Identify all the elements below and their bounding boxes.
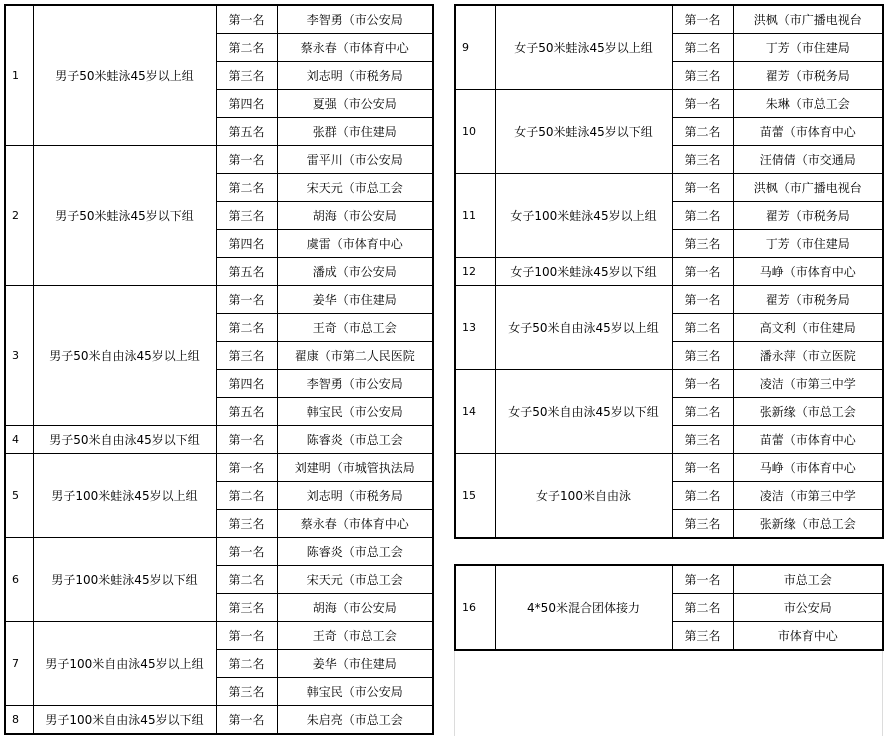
table-row: [455, 5, 883, 34]
winner-cell: 陈睿炎（市总工会: [277, 538, 433, 566]
results-table-right: [454, 4, 884, 539]
rank-cell: 第三名: [216, 342, 277, 370]
rank-cell: 第一名: [216, 146, 277, 174]
winner-cell: 刘志明（市税务局: [277, 482, 433, 510]
rank-cell: 第二名: [672, 314, 733, 342]
event-number: 13: [455, 286, 495, 370]
table-row: [455, 370, 883, 398]
rank-cell: 第一名: [672, 565, 733, 594]
winner-cell: 陈睿炎（市总工会: [277, 426, 433, 454]
winner-cell: 翟芳（市税务局: [733, 202, 883, 230]
table-row: [5, 426, 433, 454]
event-name: 4*50米混合团体接力: [495, 565, 672, 650]
winner-cell: 潘永萍（市立医院: [733, 342, 883, 370]
rank-cell: 第三名: [216, 202, 277, 230]
event-number: 14: [455, 370, 495, 454]
table-row: [5, 286, 433, 314]
event-number: 4: [5, 426, 33, 454]
table-row: [455, 565, 883, 594]
winner-cell: 刘建明（市城管执法局: [277, 454, 433, 482]
winner-cell: 宋天元（市总工会: [277, 174, 433, 202]
gridline: [882, 649, 883, 736]
event-name: 男子50米自由泳45岁以上组: [33, 286, 216, 426]
table-row: [455, 286, 883, 314]
winner-cell: 韩宝民（市公安局: [277, 678, 433, 706]
rank-cell: 第二名: [672, 398, 733, 426]
event-name: 男子100米自由泳45岁以上组: [33, 622, 216, 706]
rank-cell: 第一名: [216, 286, 277, 314]
table-row: [5, 706, 433, 735]
event-name: 男子50米蛙泳45岁以下组: [33, 146, 216, 286]
event-number: 15: [455, 454, 495, 539]
table-row: [5, 454, 433, 482]
winner-cell: 王奇（市总工会: [277, 622, 433, 650]
rank-cell: 第一名: [216, 622, 277, 650]
winner-cell: 凌洁（市第三中学: [733, 482, 883, 510]
winner-cell: 丁芳（市住建局: [733, 230, 883, 258]
winner-cell: 丁芳（市住建局: [733, 34, 883, 62]
event-name: 女子100米自由泳: [495, 454, 672, 539]
event-name: 女子50米自由泳45岁以上组: [495, 286, 672, 370]
rank-cell: 第二名: [216, 314, 277, 342]
winner-cell: 潘成（市公安局: [277, 258, 433, 286]
winner-cell: 凌洁（市第三中学: [733, 370, 883, 398]
table-row: [5, 146, 433, 174]
winner-cell: 洪枫（市广播电视台: [733, 5, 883, 34]
rank-cell: 第五名: [216, 398, 277, 426]
winner-cell: 蔡永春（市体育中心: [277, 510, 433, 538]
event-name: 女子50米蛙泳45岁以下组: [495, 90, 672, 174]
event-name: 女子50米蛙泳45岁以上组: [495, 5, 672, 90]
rank-cell: 第二名: [672, 34, 733, 62]
rank-cell: 第五名: [216, 118, 277, 146]
rank-cell: 第一名: [216, 5, 277, 34]
table-row: [455, 454, 883, 482]
winner-cell: 王奇（市总工会: [277, 314, 433, 342]
winner-cell: 韩宝民（市公安局: [277, 398, 433, 426]
event-number: 8: [5, 706, 33, 735]
rank-cell: 第三名: [216, 594, 277, 622]
winner-cell: 苗蕾（市体育中心: [733, 118, 883, 146]
winner-cell: 苗蕾（市体育中心: [733, 426, 883, 454]
winner-cell: 张新缘（市总工会: [733, 398, 883, 426]
winner-cell: 汪倩倩（市交通局: [733, 146, 883, 174]
rank-cell: 第三名: [672, 622, 733, 651]
rank-cell: 第三名: [672, 426, 733, 454]
winner-cell: 市公安局: [733, 594, 883, 622]
event-number: 3: [5, 286, 33, 426]
winner-cell: 洪枫（市广播电视台: [733, 174, 883, 202]
event-name: 女子100米蛙泳45岁以下组: [495, 258, 672, 286]
rank-cell: 第一名: [672, 5, 733, 34]
event-number: 6: [5, 538, 33, 622]
event-number: 11: [455, 174, 495, 258]
winner-cell: 朱琳（市总工会: [733, 90, 883, 118]
winner-cell: 胡海（市公安局: [277, 594, 433, 622]
table-row: [5, 538, 433, 566]
rank-cell: 第三名: [672, 62, 733, 90]
rank-cell: 第二名: [216, 174, 277, 202]
event-number: 12: [455, 258, 495, 286]
rank-cell: 第三名: [216, 62, 277, 90]
winner-cell: 雷平川（市公安局: [277, 146, 433, 174]
event-name: 男子100米蛙泳45岁以下组: [33, 538, 216, 622]
winner-cell: 刘志明（市税务局: [277, 62, 433, 90]
rank-cell: 第三名: [672, 146, 733, 174]
winner-cell: 姜华（市住建局: [277, 650, 433, 678]
rank-cell: 第一名: [672, 286, 733, 314]
rank-cell: 第一名: [672, 90, 733, 118]
winner-cell: 张群（市住建局: [277, 118, 433, 146]
winner-cell: 李智勇（市公安局: [277, 5, 433, 34]
winner-cell: 翟芳（市税务局: [733, 62, 883, 90]
rank-cell: 第一名: [672, 370, 733, 398]
rank-cell: 第三名: [672, 230, 733, 258]
rank-cell: 第五名: [216, 258, 277, 286]
event-number: 1: [5, 5, 33, 146]
winner-cell: 市总工会: [733, 565, 883, 594]
event-number: 16: [455, 565, 495, 650]
winner-cell: 马峥（市体育中心: [733, 258, 883, 286]
table-row: [5, 622, 433, 650]
table-row: [455, 174, 883, 202]
event-name: 男子50米自由泳45岁以下组: [33, 426, 216, 454]
rank-cell: 第二名: [216, 482, 277, 510]
results-table-left: [4, 4, 434, 735]
event-number: 5: [5, 454, 33, 538]
gridline: [454, 649, 455, 736]
winner-cell: 翟康（市第二人民医院: [277, 342, 433, 370]
rank-cell: 第二名: [672, 202, 733, 230]
table-row: [455, 90, 883, 118]
event-number: 2: [5, 146, 33, 286]
rank-cell: 第一名: [672, 174, 733, 202]
relay-results-table: [454, 564, 884, 651]
rank-cell: 第四名: [216, 230, 277, 258]
rank-cell: 第一名: [672, 454, 733, 482]
rank-cell: 第二名: [672, 482, 733, 510]
event-name: 男子100米蛙泳45岁以上组: [33, 454, 216, 538]
table-row: [455, 258, 883, 286]
event-number: 7: [5, 622, 33, 706]
rank-cell: 第一名: [216, 706, 277, 735]
rank-cell: 第三名: [216, 510, 277, 538]
winner-cell: 李智勇（市公安局: [277, 370, 433, 398]
winner-cell: 朱启亮（市总工会: [277, 706, 433, 735]
rank-cell: 第一名: [216, 538, 277, 566]
winner-cell: 高文利（市住建局: [733, 314, 883, 342]
event-name: 女子50米自由泳45岁以下组: [495, 370, 672, 454]
winner-cell: 虞雷（市体育中心: [277, 230, 433, 258]
winner-cell: 胡海（市公安局: [277, 202, 433, 230]
winner-cell: 马峥（市体育中心: [733, 454, 883, 482]
event-name: 男子100米自由泳45岁以下组: [33, 706, 216, 735]
rank-cell: 第一名: [672, 258, 733, 286]
winner-cell: 夏强（市公安局: [277, 90, 433, 118]
event-number: 9: [455, 5, 495, 90]
winner-cell: 翟芳（市税务局: [733, 286, 883, 314]
winner-cell: 蔡永春（市体育中心: [277, 34, 433, 62]
rank-cell: 第二名: [672, 594, 733, 622]
event-name: 女子100米蛙泳45岁以上组: [495, 174, 672, 258]
rank-cell: 第二名: [216, 34, 277, 62]
rank-cell: 第三名: [216, 678, 277, 706]
rank-cell: 第四名: [216, 370, 277, 398]
rank-cell: 第二名: [672, 118, 733, 146]
table-row: [5, 5, 433, 34]
winner-cell: 姜华（市住建局: [277, 286, 433, 314]
winner-cell: 张新缘（市总工会: [733, 510, 883, 539]
event-name: 男子50米蛙泳45岁以上组: [33, 5, 216, 146]
winner-cell: 市体育中心: [733, 622, 883, 651]
rank-cell: 第三名: [672, 510, 733, 539]
rank-cell: 第三名: [672, 342, 733, 370]
rank-cell: 第四名: [216, 90, 277, 118]
event-number: 10: [455, 90, 495, 174]
winner-cell: 宋天元（市总工会: [277, 566, 433, 594]
rank-cell: 第二名: [216, 650, 277, 678]
rank-cell: 第一名: [216, 454, 277, 482]
rank-cell: 第二名: [216, 566, 277, 594]
rank-cell: 第一名: [216, 426, 277, 454]
